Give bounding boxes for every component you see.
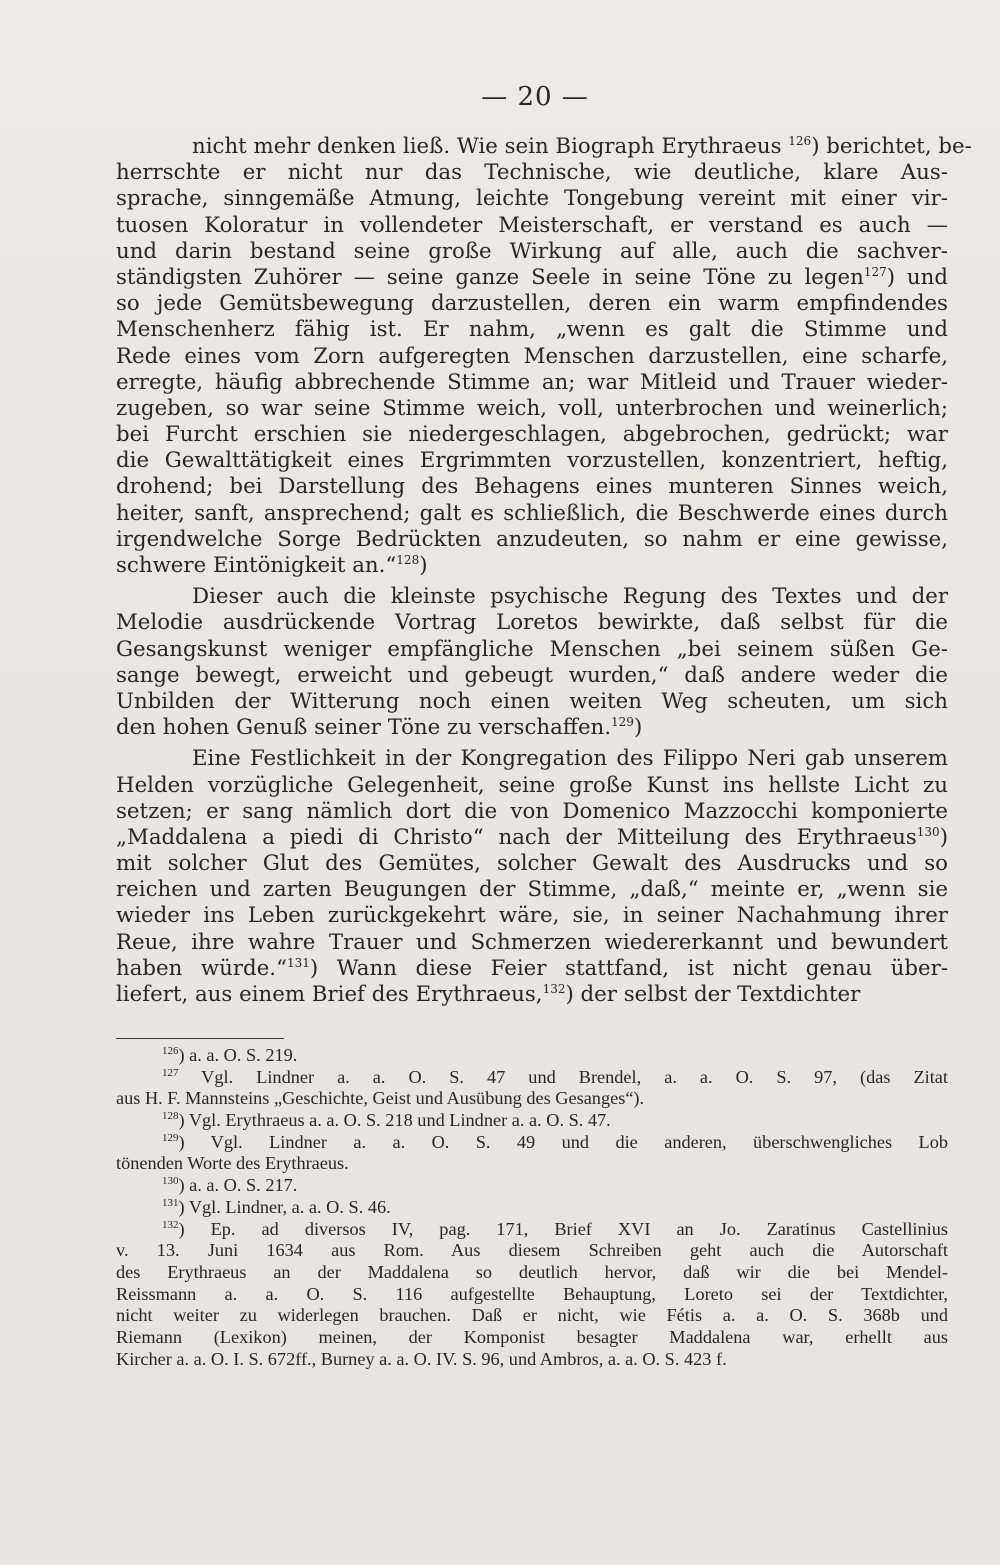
footnote-text: v. 13. Juni 1634 aus Rom. Aus diesem Schreiben geht auch die Autorschaft <box>116 1240 948 1261</box>
text-line <box>116 344 948 370</box>
text-run: sprache, sinngemäße Atmung, leichte Tongebung vereint mit einer vir- <box>116 186 948 212</box>
footnote-text: tönenden Worte des Erythraeus. <box>116 1153 349 1174</box>
text-line <box>116 746 948 772</box>
text-line <box>116 825 948 851</box>
footnote-text: ) Vgl. Erythraeus a. a. O. S. 218 und Lindner a. a. O. S. 47. <box>178 1110 611 1131</box>
text-run: ) und <box>886 264 948 290</box>
text-line <box>116 134 972 160</box>
text-run: herrschte er nicht nur das Technische, wie deutliche, klare Aus- <box>116 160 948 186</box>
footnote-ref: 126 <box>788 134 812 148</box>
text-line <box>116 501 948 527</box>
text-line <box>116 396 948 422</box>
footnote-ref: 132 <box>542 982 566 996</box>
text-run: den hohen Genuß seiner Töne zu verschaffen. <box>116 715 612 741</box>
footnote-line <box>116 1305 948 1327</box>
text-line <box>116 317 948 343</box>
footnote-ref: 130 <box>916 824 940 839</box>
text-line <box>116 527 948 553</box>
footnote-line <box>116 1067 948 1089</box>
text-run: bei Furcht erschien sie niedergeschlagen, abgebrochen, gedrückt; war <box>116 422 948 448</box>
text-run: drohend; bei Darstellung des Behagens eines munteren Sinnes weich, <box>116 474 948 500</box>
text-run: ) berichtet, be- <box>811 134 972 159</box>
text-run: ) Wann diese Feier stattfand, ist nicht genau über- <box>309 955 949 981</box>
footnote-text: Reissmann a. a. O. S. 116 aufgestellte Behauptung, Loreto sei der Textdichter, <box>116 1283 948 1304</box>
footnote-number: 126 <box>162 1045 179 1057</box>
footnote-line <box>116 1284 948 1306</box>
text-line <box>116 160 948 186</box>
footnote-text: ) Vgl. Lindner, a. a. O. S. 46. <box>178 1196 391 1217</box>
footnotes <box>116 1045 948 1370</box>
text-line <box>116 877 948 903</box>
footnote-line <box>116 1197 948 1219</box>
text-line <box>116 663 948 689</box>
text-run: ) <box>633 715 643 741</box>
text-run: haben würde.“ <box>116 955 287 981</box>
footnote-text: Vgl. Lindner a. a. O. S. 47 und Brendel, a. a. O. S. 97, (das Zitat <box>178 1066 948 1087</box>
text-line <box>116 637 948 663</box>
footnote-line <box>116 1110 948 1132</box>
text-line <box>116 982 948 1008</box>
footnote-number: 128 <box>162 1110 179 1123</box>
text-line <box>116 553 948 579</box>
text-run: schwere Eintönigkeit an.“ <box>116 553 397 578</box>
footnote-text: Kircher a. a. O. I. S. 672ff., Burney a. a. O. IV. S. 96, und Ambros, a. a. O. S. 423 f. <box>116 1348 727 1369</box>
text-line <box>116 448 948 474</box>
text-run: irgendwelche Sorge Bedrückten anzudeuten, so nahm er eine gewisse, <box>116 526 948 552</box>
text-run: Rede eines vom Zorn aufgeregten Menschen darzustellen, eine scharfe, <box>116 343 948 369</box>
text-run: Eine Festlichkeit in der Kongregation des Filippo Neri gab unserem <box>192 746 948 772</box>
footnote-ref: 127 <box>863 264 887 279</box>
text-run: ) der selbst der Textdichter <box>565 982 861 1007</box>
text-run: setzen; er sang nämlich dort die von Domenico Mazzocchi komponierte <box>116 798 948 824</box>
text-line <box>116 474 948 500</box>
footnote-text: aus H. F. Mannsteins „Geschichte, Geist und Ausübung des Gesanges“). <box>116 1088 645 1109</box>
footnote-number: 132 <box>162 1218 179 1231</box>
footnote-text: Riemann (Lexikon) meinen, der Komponist besagter Maddalena war, erhellt aus <box>116 1326 948 1347</box>
text-run: Dieser auch die kleinste psychische Regung des Textes und der <box>192 584 948 610</box>
text-line <box>116 930 948 956</box>
text-run: die Gewalttätigkeit eines Ergrimmten vorzustellen, konzentriert, heftig, <box>116 448 948 474</box>
text-run: Helden vorzügliche Gelegenheit, seine große Kunst ins hellste Licht zu <box>116 772 948 798</box>
text-line <box>116 291 948 317</box>
text-run: nicht mehr denken ließ. Wie sein Biograph Erythraeus <box>192 134 789 159</box>
footnote-separator <box>116 1038 284 1039</box>
footnote-line <box>116 1153 948 1175</box>
text-line <box>116 265 948 291</box>
text-run: wieder ins Leben zurückgekehrt wäre, sie, in seiner Nachahmung ihrer <box>116 903 948 929</box>
text-run: „Maddalena a piedi di Christo“ nach der Mitteilung des Erythraeus <box>116 824 917 850</box>
footnote-line <box>116 1349 948 1371</box>
footnote-line <box>116 1327 948 1349</box>
text-run: Reue, ihre wahre Trauer und Schmerzen wiedererkannt und bewundert <box>116 929 948 955</box>
text-run: ) <box>419 553 428 578</box>
text-line <box>116 903 948 929</box>
text-line <box>116 213 948 239</box>
footnote-ref: 131 <box>286 955 310 970</box>
footnote-number: 131 <box>162 1196 179 1209</box>
text-line <box>116 689 948 715</box>
footnote-text: des Erythraeus an der Maddalena so deutlich hervor, daß wir die bei Mendel- <box>116 1261 948 1282</box>
footnote-text: ) Ep. ad diversos IV, pag. 171, Brief XVI an Jo. Zaratinus Castellinius <box>178 1218 948 1239</box>
text-run: ständigsten Zuhörer — seine ganze Seele in seine Töne zu legen <box>116 264 864 290</box>
text-run: so jede Gemütsbewegung darzustellen, deren ein warm empfindendes <box>116 291 948 317</box>
footnote-number: 130 <box>162 1175 179 1188</box>
text-run: und darin bestand seine große Wirkung auf alle, auch die sachver- <box>116 238 948 264</box>
text-line <box>116 851 948 877</box>
text-run: Melodie ausdrückende Vortrag Loretos bewirkte, daß selbst für die <box>116 610 948 636</box>
text-run: erregte, häufig abbrechende Stimme an; war Mitleid und Trauer wieder- <box>116 369 948 395</box>
footnote-number: 127 <box>162 1066 179 1079</box>
footnote-line <box>116 1262 948 1284</box>
footnote-line <box>116 1240 948 1262</box>
text-line <box>116 956 948 982</box>
text-line <box>116 715 948 741</box>
main-text <box>116 134 972 1008</box>
text-line <box>116 370 948 396</box>
text-line <box>116 799 948 825</box>
footnote-number: 129 <box>162 1131 179 1144</box>
text-run: tuosen Koloratur in vollendeter Meisterschaft, er verstand es auch — <box>116 212 948 238</box>
footnote-line <box>116 1132 948 1154</box>
text-run: mit solcher Glut des Gemütes, solcher Gewalt des Ausdrucks und so <box>116 851 948 877</box>
footnote-text: ) a. a. O. S. 217. <box>178 1175 298 1196</box>
footnote-ref: 128 <box>396 553 420 567</box>
footnote-line <box>116 1175 948 1197</box>
text-run: reichen und zarten Beugungen der Stimme, „daß,“ meinte er, „wenn sie <box>116 877 948 903</box>
text-line <box>116 239 948 265</box>
footnote-ref: 129 <box>611 715 634 730</box>
text-run: Unbilden der Witterung noch einen weiten Weg scheuten, um sich <box>116 688 948 714</box>
text-run: heiter, sanft, ansprechend; galt es schließlich, die Beschwerde eines durch <box>116 500 948 526</box>
text-run: liefert, aus einem Brief des Erythraeus, <box>116 982 543 1007</box>
text-line <box>116 186 948 212</box>
text-run: Menschenherz fähig ist. Er nahm, „wenn es galt die Stimme und <box>116 317 948 343</box>
text-run: zugeben, so war seine Stimme weich, voll, unterbrochen und weinerlich; <box>116 395 948 421</box>
text-line <box>116 610 948 636</box>
page-number: — 20 — <box>481 82 589 112</box>
footnote-line <box>116 1088 948 1110</box>
text-run: sange bewegt, erweicht und gebeugt wurden,“ daß andere weder die <box>116 662 948 688</box>
text-run: Gesangskunst weniger empfängliche Menschen „bei seinem süßen Ge- <box>116 636 948 662</box>
text-line <box>116 773 948 799</box>
footnote-text: nicht weiter zu widerlegen brauchen. Daß er nicht, wie Fétis a. a. O. S. 368b und <box>116 1305 948 1326</box>
footnote-line <box>116 1045 948 1067</box>
text-line <box>116 422 948 448</box>
text-line <box>116 584 948 610</box>
footnote-line <box>116 1219 948 1241</box>
footnote-text: ) a. a. O. S. 219. <box>178 1045 298 1065</box>
footnote-text: ) Vgl. Lindner a. a. O. S. 49 und die anderen, überschwengliches Lob <box>178 1131 948 1152</box>
text-run: ) <box>939 824 948 850</box>
